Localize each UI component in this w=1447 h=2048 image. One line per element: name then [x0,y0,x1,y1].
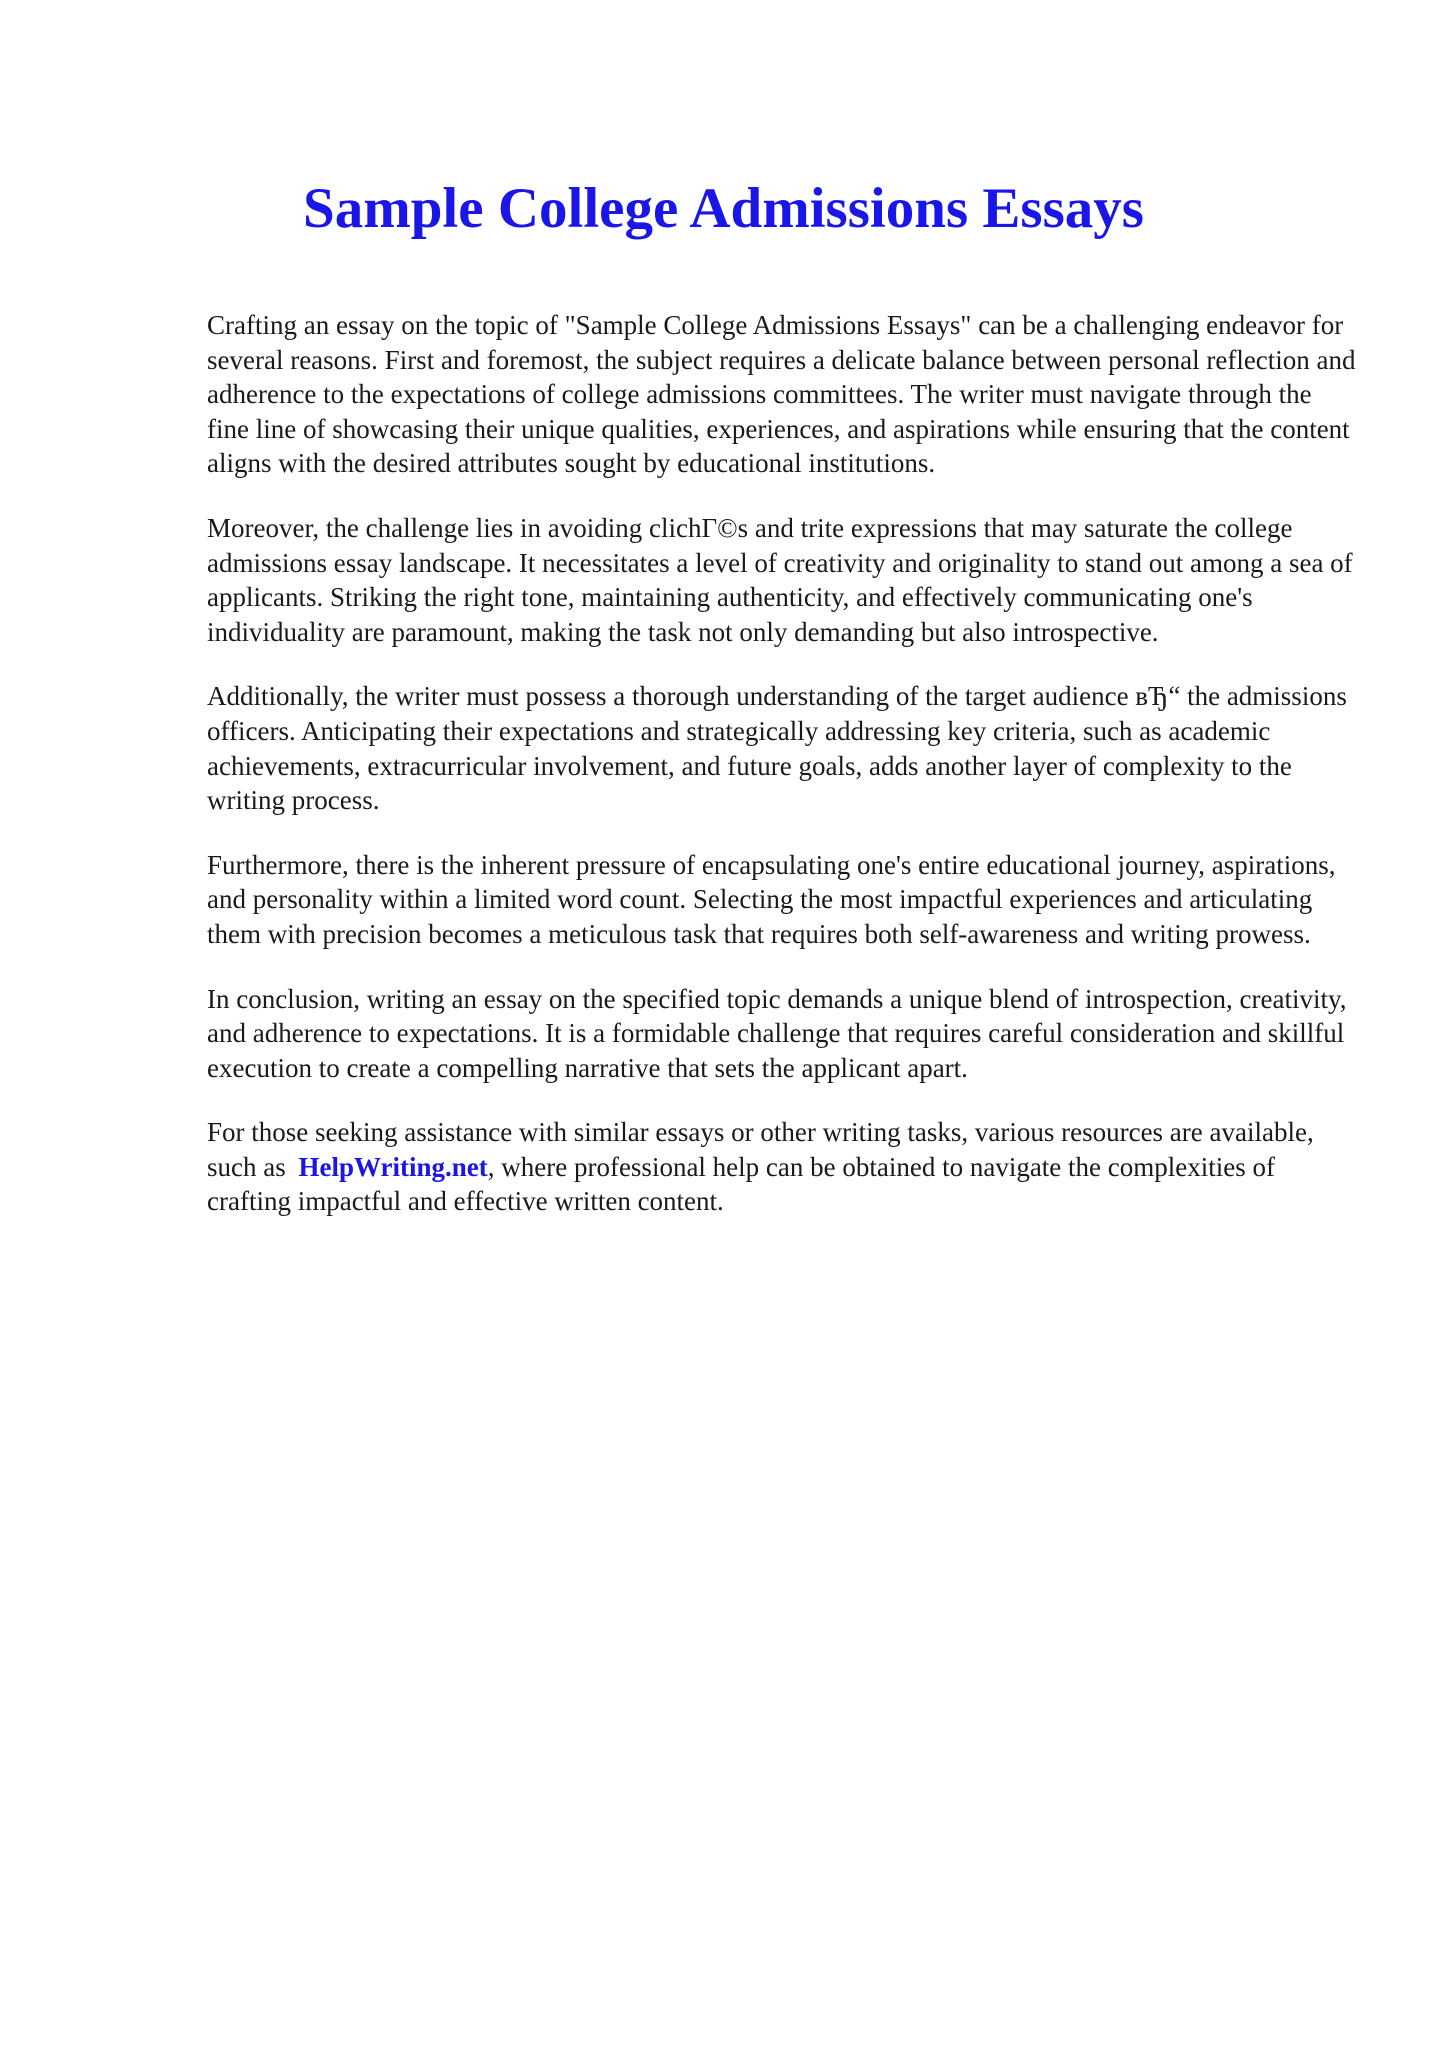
page-title: Sample College Admissions Essays [303,177,1144,240]
paragraph-3: Additionally, the writer must possess a thorough understanding of the target audience вЂ“ the admissions officers. Anticipating their expectations and strategically addressing key criteria, such as academic achievements, extracurricular involvement, and future goals, adds another layer of complexity to the writing process. [207,681,1347,816]
paragraph-6-before-link: For those seeking assistance with similar essays or other writing tasks, various resources are available, such as [207,1117,1314,1182]
paragraph-2: Moreover, the challenge lies in avoiding clichГ©s and trite expressions that may saturate the college admissions essay landscape. It necessitates a level of creativity and originality to stand out among a sea of applicants. Striking the right tone, maintaining authenticity, and effectively communicating one's individuality are paramount, making the task not only demanding but also introspective. [207,512,1353,647]
essay-body [207,308,1357,1249]
paragraph-6-after-link: , where professional help can be obtained to navigate the complexities of crafting impactful and effective written content. [207,1151,1275,1217]
paragraph-4: Furthermore, there is the inherent pressure of encapsulating one's entire educational journey, aspirations, and personality within a limited word count. Selecting the most impactful experiences and articulating them with precision becomes a meticulous task that requires both self-awareness and writing prowess. [207,849,1336,949]
helpwriting-link[interactable]: HelpWriting.net [298,1151,488,1182]
paragraph-6 [207,1115,1357,1219]
paragraph-1: Crafting an essay on the topic of "Sample College Admissions Essays" can be a challenging endeavor for several reasons. First and foremost, the subject requires a delicate balance between personal reflection and adherence to the expectations of college admissions committees. The writer must navigate through the fine line of showcasing their unique qualities, experiences, and aspirations while ensuring that the content aligns with the desired attributes sought by educational institutions. [207,310,1356,479]
paragraph-5: In conclusion, writing an essay on the specified topic demands a unique blend of introspection, creativity, and adherence to expectations. It is a formidable challenge that requires careful consideration and skillful execution to create a compelling narrative that sets the applicant apart. [207,983,1347,1083]
